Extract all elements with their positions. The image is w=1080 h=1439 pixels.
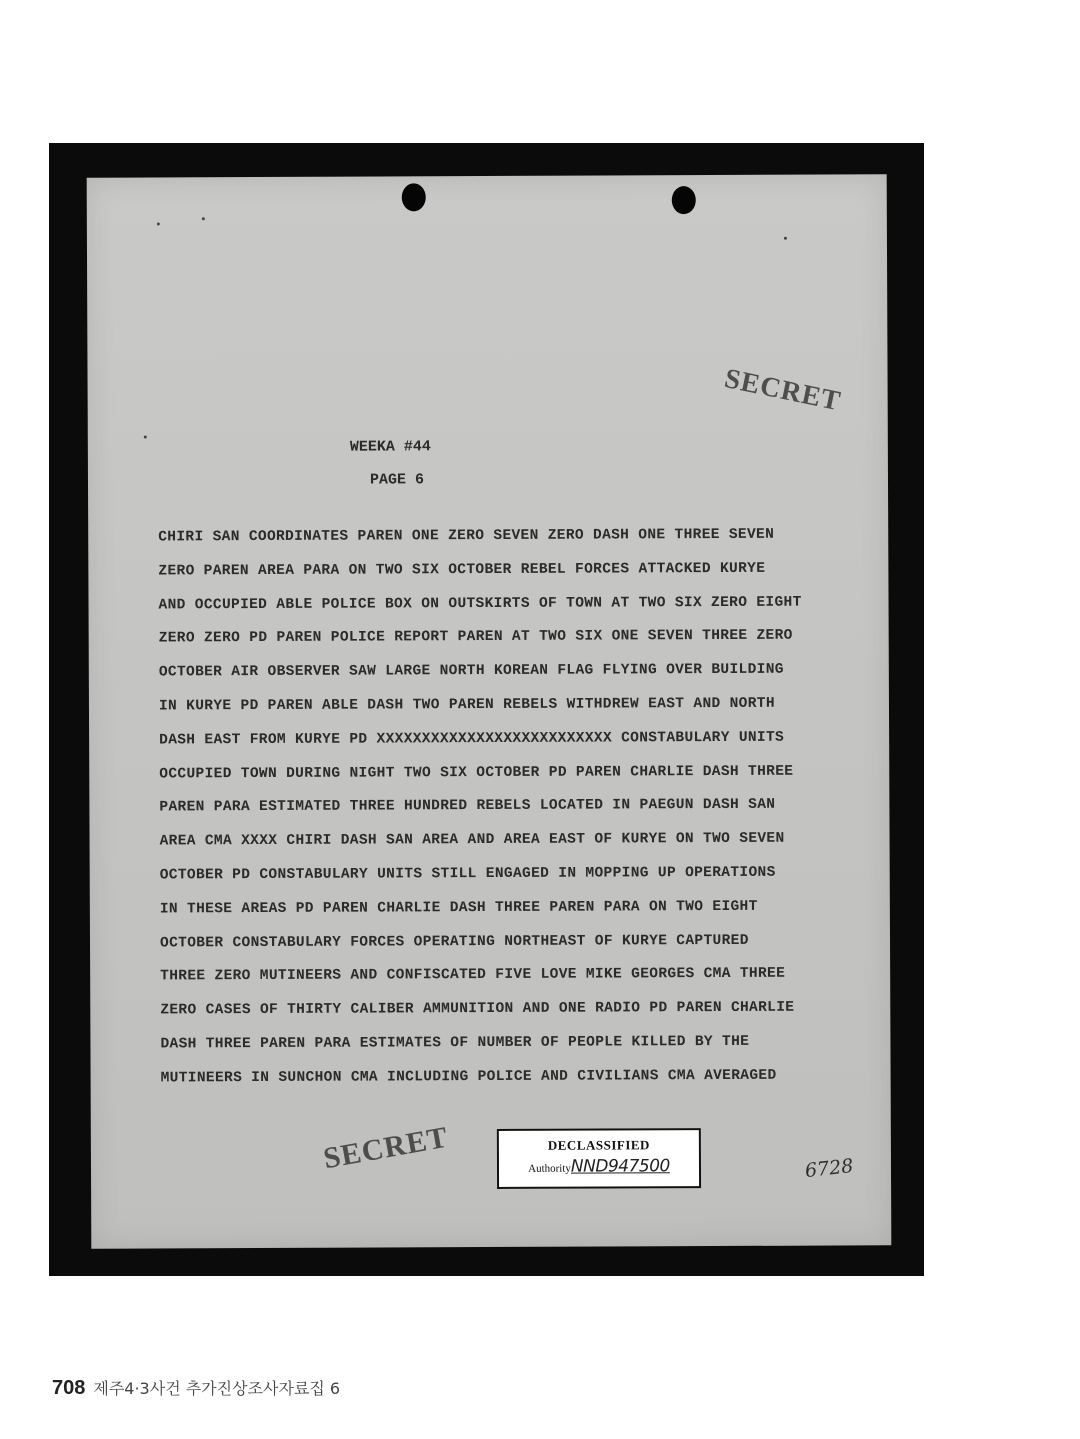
body-line: DASH THREE PAREN PARA ESTIMATES OF NUMBER OF PEOPLE KILLED BY THE	[160, 1033, 750, 1053]
speck	[157, 222, 160, 225]
body-line: OCCUPIED TOWN DURING NIGHT TWO SIX OCTOBER PD PAREN CHARLIE DASH THREE	[159, 763, 794, 783]
body-line: ZERO PAREN AREA PARA ON TWO SIX OCTOBER REBEL FORCES ATTACKED KURYE	[158, 560, 766, 580]
book-title: 제주4·3사건 추가진상조사자료집 6	[93, 1379, 341, 1398]
document-header-weeka: WEEKA #44	[349, 438, 431, 456]
body-line: ZERO CASES OF THIRTY CALIBER AMMUNITION AND ONE RADIO PD PAREN CHARLIE	[160, 999, 795, 1019]
body-line: DASH EAST FROM KURYE PD XXXXXXXXXXXXXXXXXXXXXXXXXX CONSTABULARY UNITS	[159, 729, 785, 749]
document-body	[158, 518, 881, 1096]
body-line: AREA CMA XXXX CHIRI DASH SAN AREA AND AREA EAST OF KURYE ON TWO SEVEN	[159, 830, 785, 850]
body-line: PAREN PARA ESTIMATED THREE HUNDRED REBELS LOCATED IN PAEGUN DASH SAN	[159, 797, 776, 816]
speck	[784, 237, 787, 240]
body-line: OCTOBER AIR OBSERVER SAW LARGE NORTH KOREAN FLAG FLYING OVER BUILDING	[158, 661, 784, 681]
body-line: AND OCCUPIED ABLE POLICE BOX ON OUTSKIRTS OF TOWN AT TWO SIX ZERO EIGHT	[158, 594, 802, 614]
body-line: THREE ZERO MUTINEERS AND CONFISCATED FIVE LOVE MIKE GEORGES CMA THREE	[160, 966, 786, 985]
secret-stamp-bottom: SECRET	[320, 1120, 451, 1176]
authority-line	[499, 1156, 699, 1177]
page-footer	[52, 1376, 340, 1400]
document-header-page: PAGE 6	[369, 471, 425, 489]
punch-hole-left	[402, 183, 426, 211]
body-line: IN THESE AREAS PD PAREN CHARLIE DASH THREE PAREN PARA ON TWO EIGHT	[159, 898, 758, 918]
page-number: 708	[52, 1377, 86, 1399]
speck	[144, 435, 147, 438]
punch-hole-right	[672, 186, 696, 214]
body-line: CHIRI SAN COORDINATES PAREN ONE ZERO SEVEN ZERO DASH ONE THREE SEVEN	[158, 526, 775, 546]
body-line: IN KURYE PD PAREN ABLE DASH TWO PAREN REBELS WITHDREW EAST AND NORTH	[158, 695, 775, 715]
body-line: OCTOBER PD CONSTABULARY UNITS STILL ENGAGED IN MOPPING UP OPERATIONS	[159, 864, 776, 884]
body-line: ZERO ZERO PD PAREN POLICE REPORT PAREN AT TWO SIX ONE SEVEN THREE ZERO	[158, 628, 793, 647]
declassified-title: DECLASSIFIED	[547, 1137, 650, 1153]
authority-label: Authority	[528, 1162, 571, 1175]
authority-value: NND947500	[570, 1156, 670, 1177]
document-photo	[49, 143, 924, 1276]
document-sheet	[87, 174, 892, 1248]
handwritten-note: 6728	[803, 1154, 855, 1183]
body-line: OCTOBER CONSTABULARY FORCES OPERATING NORTHEAST OF KURYE CAPTURED	[159, 932, 749, 952]
declassified-stamp	[497, 1128, 701, 1189]
secret-stamp-top: SECRET	[721, 363, 844, 418]
body-line: MUTINEERS IN SUNCHON CMA INCLUDING POLICE AND CIVILIANS CMA AVERAGED	[160, 1067, 777, 1087]
speck	[202, 217, 205, 220]
